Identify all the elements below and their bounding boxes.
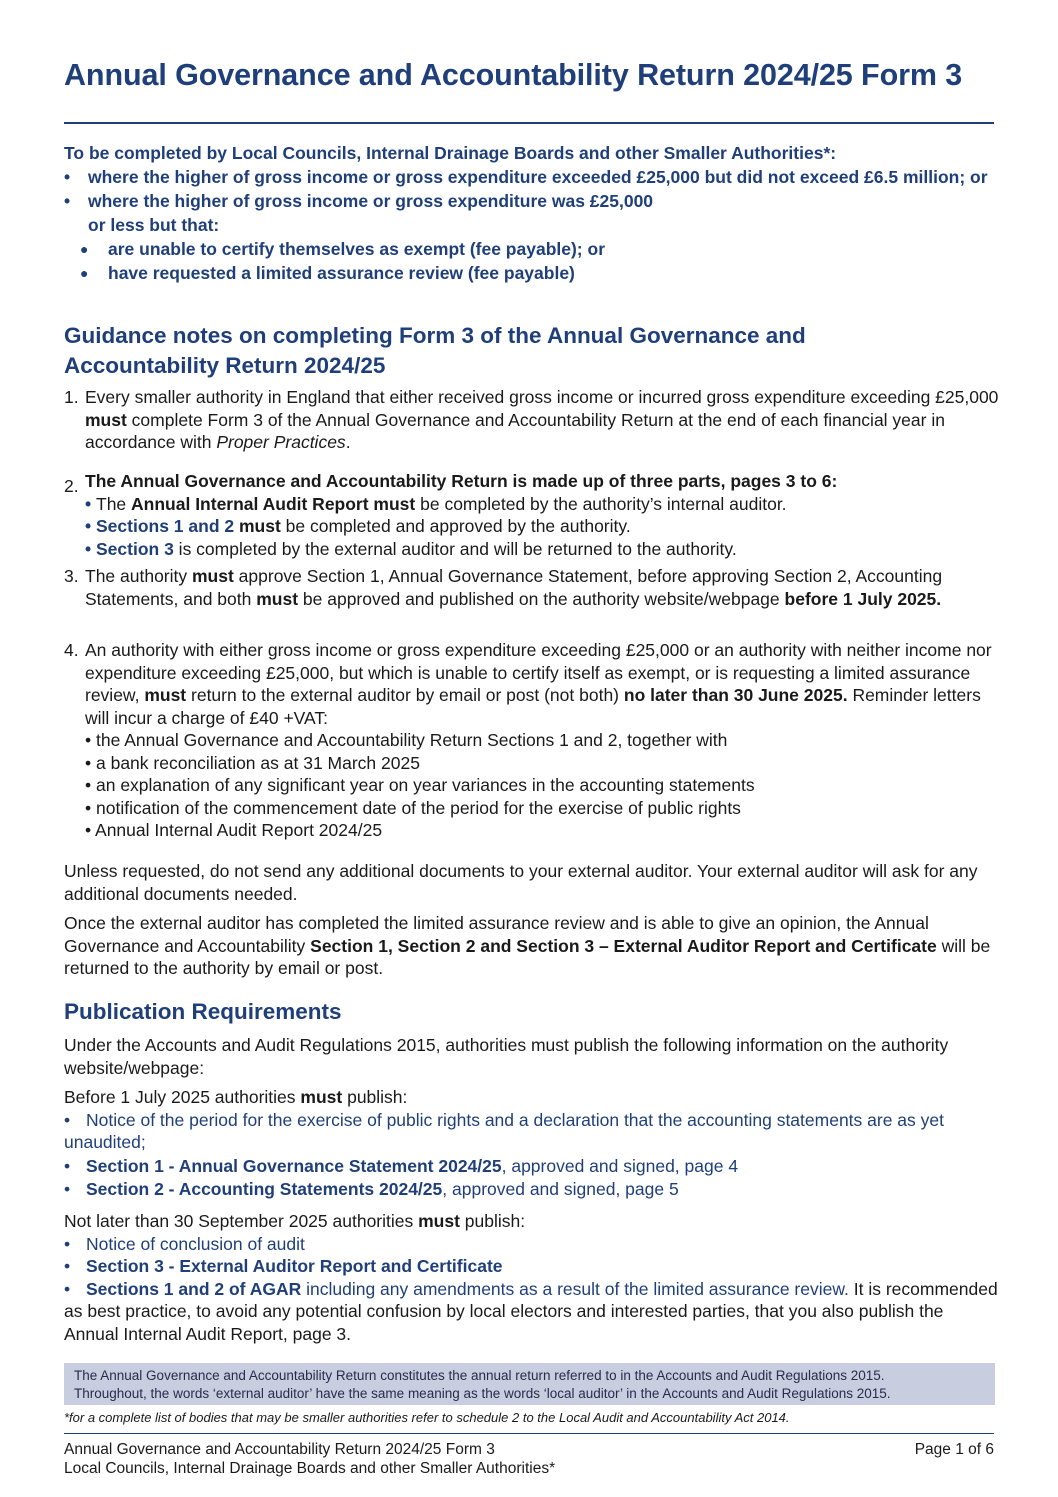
page-number: Page 1 of 6 <box>914 1441 994 1458</box>
intro-heading: To be completed by Local Councils, Internal Drainage Boards and other Smaller Authorities*: <box>64 143 837 163</box>
publication-later-list: Not later than 30 September 2025 authorities must publish: • Notice of conclusion of audit • Section 3 - External Auditor Report and Certificate • Sections 1 and 2 of AGAR including any amendments as a result of the limited assurance review. It is recommended as best practice, to avoid any potential confusion by local electors and interested parties, that you also publish the Annual Internal Audit Report, page 3. <box>64 1211 998 1344</box>
intro-bullet-2: • where the higher of gross income or gross expenditure was £25,000 or less but that: <box>64 191 654 235</box>
guidance-item-2: 2. The Annual Governance and Accountability Return is made up of three parts, pages 3 to 6: • The Annual Internal Audit Report must be completed by the authority’s internal auditor. • Sections 1 and 2 must be completed and approved by the authority. • Section 3 is completed by the external auditor and will be returned to the authority. <box>64 471 838 559</box>
item-4-bullet: • Annual Internal Audit Report 2024/25 <box>85 820 383 840</box>
page-footer <box>64 1440 994 1478</box>
item-2-bullet-3: • Section 3 is completed by the external auditor and will be returned to the authority. <box>85 538 737 559</box>
publication-heading: Publication Requirements <box>64 999 342 1024</box>
intro-sub-bullet-1: ● are unable to certify themselves as exempt (fee payable); or <box>80 239 605 259</box>
publication-bullet: • Sections 1 and 2 of AGAR including any amendments as a result of the limited assurance review. It is recommended as best practice, to avoid any potential confusion by local electors and interested parties, that you also publish the Annual Internal Audit Report, page 3. <box>64 1278 998 1344</box>
guidance-heading: Guidance notes on completing Form 3 of the Annual Governance and Accountability Return 2024/25 <box>64 323 806 378</box>
item-2-bullet-1: • The Annual Internal Audit Report must be completed by the authority’s internal auditor. <box>85 493 787 514</box>
title-divider <box>64 122 994 124</box>
item-2-bullet-2: • Sections 1 and 2 must be completed and approved by the authority. <box>85 516 631 536</box>
publication-bullet: • Section 3 - External Auditor Report and Certificate <box>64 1256 503 1276</box>
intro-section <box>64 141 999 285</box>
guidance-para-2: Once the external auditor has completed the limited assurance review and is able to give an opinion, the Annual Governance and Accountability Section 1, Section 2 and Section 3 – External Auditor Report and Certificate will be returned to the authority by email or post. <box>64 913 991 978</box>
publication-bullet: • Notice of the period for the exercise of public rights and a declaration that the accounting statements are as yet unaudited; <box>64 1109 944 1152</box>
guidance-item-1: 1. Every smaller authority in England that either received gross income or incurred gross expenditure exceeding £25,000 must complete Form 3 of the Annual Governance and Accountability Return at the end of each financial year in accordance with Proper Practices. <box>64 387 999 452</box>
footer-divider <box>64 1433 994 1434</box>
guidance-item-4: 4. An authority with either gross income or gross expenditure exceeding £25,000 or an authority with neither income nor expenditure exceeding £25,000, but which is unable to certify itself as exempt, or is requesting a limited assurance review, must return to the external auditor by email or post (not both) no later than 30 June 2025. Reminder letters will incur a charge of £40 +VAT: • the Annual Governance and Accountability Return Sections 1 and 2, together with • a bank reconciliation as at 31 March 2025 • an explanation of any significant year on year variances in the accounting statements • notification of the commencement date of the period for the exercise of public rights • Annual Internal Audit Report 2024/25 <box>64 640 992 840</box>
item-4-bullet: • an explanation of any significant year on year variances in the accounting statements <box>85 775 755 795</box>
publication-intro: Under the Accounts and Audit Regulations 2015, authorities must publish the following information on the authority website/webpage: <box>64 1035 949 1078</box>
item-4-bullet: • the Annual Governance and Accountability Return Sections 1 and 2, together with <box>85 730 728 750</box>
publication-before-list: Before 1 July 2025 authorities must publish: • Notice of the period for the exercise of public rights and a declaration that the accounting statements are as yet unaudited; • Section 1 - Annual Governance Statement 2024/25, approved and signed, page 4 • Section 2 - Accounting Statements 2024/25, approved and signed, page 5 <box>64 1086 999 1201</box>
document-title: Annual Governance and Accountability Return 2024/25 Form 3 <box>64 58 963 92</box>
item-2-heading: The Annual Governance and Accountability Return is made up of three parts, pages 3 to 6: <box>85 471 838 491</box>
guidance-item-3: 3. The authority must approve Section 1, Annual Governance Statement, before approving Section 2, Accounting Statements, and both must be approved and published on the authority website/webpage before 1 July 2025. <box>64 566 943 609</box>
publication-bullet: • Notice of conclusion of audit <box>64 1233 305 1254</box>
publication-bullet: • Section 2 - Accounting Statements 2024/25, approved and signed, page 5 <box>64 1179 679 1199</box>
item-4-bullet: • a bank reconciliation as at 31 March 2025 <box>85 752 420 773</box>
item-4-bullet: • notification of the commencement date of the period for the exercise of public rights <box>85 797 741 818</box>
footer-title: Annual Governance and Accountability Return 2024/25 Form 3 <box>64 1441 495 1458</box>
footnote: *for a complete list of bodies that may be smaller authorities refer to schedule 2 to the Local Audit and Accountability Act 2014. <box>64 1410 790 1425</box>
publication-bullet: • Section 1 - Annual Governance Statement 2024/25, approved and signed, page 4 <box>64 1155 739 1176</box>
regulations-note: The Annual Governance and Accountability Return constitutes the annual return referred to in the Accounts and Audit Regulations 2015. Throughout, the words ‘external auditor’ have the same meaning as the words ‘local auditor’ in the Accounts and Audit Regulations 2015. <box>64 1363 995 1405</box>
intro-bullet-1: • where the higher of gross income or gross expenditure exceeded £25,000 but did not exceed £6.5 million; or <box>64 167 988 187</box>
guidance-para-1: Unless requested, do not send any additional documents to your external auditor. Your external auditor will ask for any additional documents needed. <box>64 861 978 904</box>
footer-subtitle: Local Councils, Internal Drainage Boards and other Smaller Authorities* <box>64 1460 556 1477</box>
intro-sub-bullet-2: ● have requested a limited assurance review (fee payable) <box>80 263 575 283</box>
